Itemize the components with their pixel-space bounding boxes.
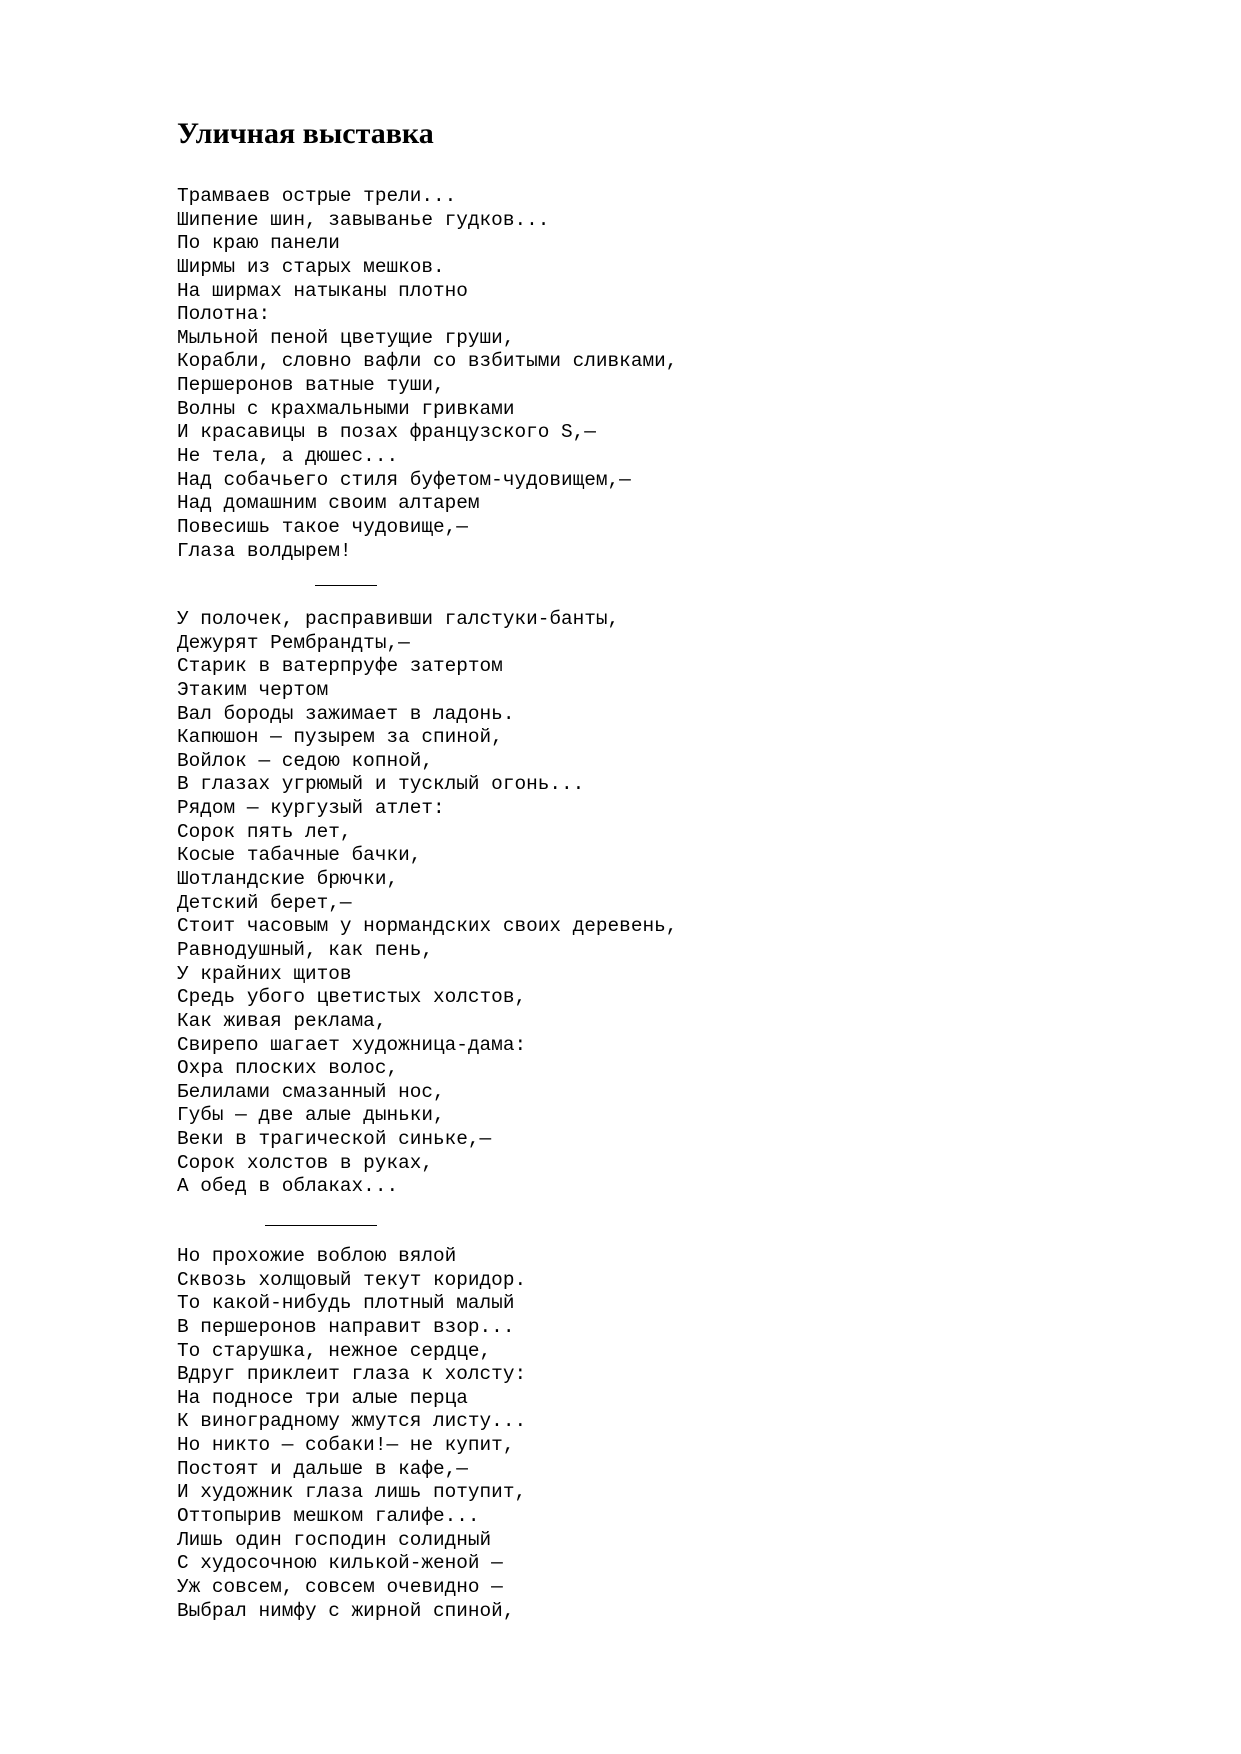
- poem-line: Вал бороды зажимает в ладонь.: [177, 702, 515, 725]
- poem-line: А обед в облаках...: [177, 1175, 399, 1198]
- poem-line: Капюшон — пузырем за спиной,: [177, 726, 503, 749]
- stanza-separator: [265, 1225, 377, 1226]
- poem-line: Равнодушный, как пень,: [177, 938, 433, 961]
- stanza-separator: [315, 585, 377, 586]
- poem-line: Свирепо шагает художница-дама:: [177, 1033, 527, 1056]
- poem-line: Ширмы из старых мешков.: [177, 255, 445, 278]
- poem-line: К виноградному жмутся листу...: [177, 1410, 527, 1433]
- poem-line: Косые табачные бачки,: [177, 844, 422, 867]
- poem-line: Не тела, а дюшес...: [177, 445, 399, 468]
- stanza-2: [177, 608, 677, 1199]
- poem-line: Веки в трагической синьке,—: [177, 1128, 492, 1151]
- poem-line: Шипение шин, завыванье гудков...: [177, 208, 550, 231]
- poem-title: Уличная выставка: [177, 117, 434, 150]
- poem-line: То старушка, нежное сердце,: [177, 1339, 492, 1362]
- poem-line: Повесишь такое чудовище,—: [177, 515, 468, 538]
- poem-line: На подносе три алые перца: [177, 1386, 468, 1409]
- poem-line: Как живая реклама,: [177, 1009, 387, 1032]
- poem-line: Дежурят Рембрандты,—: [177, 631, 410, 654]
- poem-line: Но прохожие воблою вялой: [177, 1245, 457, 1267]
- poem-line: У полочек, расправивши галстуки-банты,: [177, 608, 620, 630]
- poem-line: Войлок — седою копной,: [177, 749, 433, 772]
- poem-line: Рядом — кургузый атлет:: [177, 797, 445, 820]
- stanza-3: [177, 1245, 526, 1623]
- poem-line: Но никто — собаки!— не купит,: [177, 1434, 515, 1457]
- poem-line: Мыльной пеной цветущие груши,: [177, 326, 515, 349]
- poem-line: Над домашним своим алтарем: [177, 492, 480, 515]
- poem-line: Старик в ватерпруфе затертом: [177, 655, 503, 678]
- poem-line: Вдруг приклеит глаза к холсту:: [177, 1363, 527, 1386]
- poem-line: Шотландские брючки,: [177, 868, 399, 891]
- poem-line: Сквозь холщовый текут коридор.: [177, 1268, 527, 1291]
- poem-line: В глазах угрюмый и тусклый огонь...: [177, 773, 585, 796]
- poem-line: Першеронов ватные туши,: [177, 374, 445, 397]
- poem-line: Белилами смазанный нос,: [177, 1080, 445, 1103]
- poem-line: Трамваев острые трели...: [177, 185, 457, 207]
- poem-line: Уж совсем, совсем очевидно —: [177, 1575, 503, 1598]
- stanza-1: [177, 185, 677, 563]
- poem-line: С худосочною килькой-женой —: [177, 1552, 503, 1575]
- poem-line: Выбрал нимфу с жирной спиной,: [177, 1599, 515, 1622]
- poem-line: Лишь один господин солидный: [177, 1528, 492, 1551]
- poem-line: Сорок холстов в руках,: [177, 1151, 433, 1174]
- poem-line: То какой-нибудь плотный малый: [177, 1292, 515, 1315]
- poem-line: Волны с крахмальными гривками: [177, 397, 515, 420]
- poem-line: Полотна:: [177, 303, 271, 326]
- poem-line: Оттопырив мешком галифе...: [177, 1505, 480, 1528]
- poem-line: Губы — две алые дыньки,: [177, 1104, 445, 1127]
- poem-line: Глаза волдырем!: [177, 539, 352, 562]
- poem-line: Стоит часовым у нормандских своих деревень,: [177, 915, 678, 938]
- poem-line: У крайних щитов: [177, 962, 352, 985]
- poem-line: На ширмах натыканы плотно: [177, 279, 468, 302]
- poem-line: В першеронов направит взор...: [177, 1315, 515, 1338]
- poem-line: Корабли, словно вафли со взбитыми сливками,: [177, 350, 678, 373]
- poem-line: И красавицы в позах французского S,—: [177, 421, 596, 444]
- poem-line: По краю панели: [177, 232, 340, 255]
- poem-line: И художник глаза лишь потупит,: [177, 1481, 527, 1504]
- poem-line: Охра плоских волос,: [177, 1057, 399, 1080]
- poem-line: Постоят и дальше в кафе,—: [177, 1457, 468, 1480]
- poem-line: Этаким чертом: [177, 678, 329, 701]
- poem-line: Сорок пять лет,: [177, 820, 352, 843]
- poem-line: Над собачьего стиля буфетом-чудовищем,—: [177, 468, 631, 491]
- poem-line: Средь убого цветистых холстов,: [177, 986, 527, 1009]
- poem-line: Детский берет,—: [177, 891, 352, 914]
